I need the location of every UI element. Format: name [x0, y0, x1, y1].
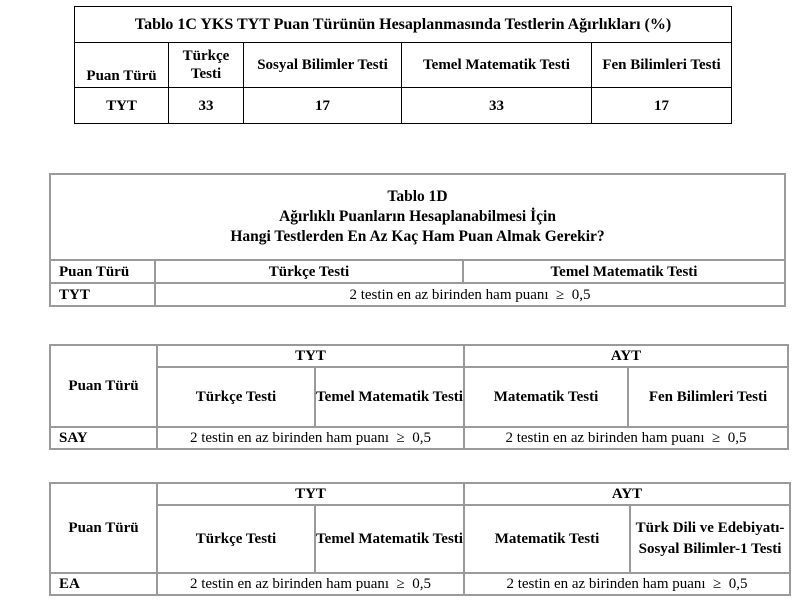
header-puan-turu: Puan Türü: [75, 43, 169, 88]
table-1d-title-line2: Ağırlıklı Puanların Hesaplanabilmesi İçin: [279, 208, 556, 225]
table-ea: [49, 482, 791, 596]
tyt-rule: 2 testin en az birinden ham puanı ≥ 0,5: [157, 427, 464, 449]
header-matematik: Matematik Testi: [464, 367, 628, 427]
ayt-rule: 2 testin en az birinden ham puanı ≥ 0,5: [464, 573, 790, 595]
header-puan-turu: Puan Türü: [50, 483, 157, 573]
table-1c-title: Tablo 1C YKS TYT Puan Türünün Hesaplanmasında Testlerin Ağırlıkları (%): [75, 7, 732, 43]
header-puan-turu: Puan Türü: [50, 260, 155, 283]
table-1d-title-line3: Hangi Testlerden En Az Kaç Ham Puan Almak Gerekir?: [230, 228, 605, 245]
cell-matematik: 33: [402, 88, 592, 124]
header-fen: Fen Bilimleri Testi: [628, 367, 788, 427]
header-matematik: Temel Matematik Testi: [402, 43, 592, 88]
header-temel-matematik: Temel Matematik Testi: [315, 367, 464, 427]
header-matematik: Temel Matematik Testi: [463, 260, 785, 283]
table-1d-title-line1: Tablo 1D: [387, 188, 448, 205]
table-1c: [74, 6, 732, 124]
row-type: EA: [50, 573, 157, 595]
group-ayt: AYT: [464, 483, 790, 505]
header-turkce: Türkçe Testi: [169, 43, 244, 88]
group-tyt: TYT: [157, 345, 464, 367]
table-1d: [49, 173, 786, 307]
header-turkce: Türkçe Testi: [157, 505, 315, 573]
header-fen: Fen Bilimleri Testi: [592, 43, 732, 88]
cell-sosyal: 17: [244, 88, 402, 124]
cell-turkce: 33: [169, 88, 244, 124]
row-type: TYT: [50, 283, 155, 306]
table-1d-title: [50, 174, 785, 260]
row-type: SAY: [50, 427, 157, 449]
row-rule: 2 testin en az birinden ham puanı ≥ 0,5: [155, 283, 785, 306]
cell-puan-turu: TYT: [75, 88, 169, 124]
header-turkce: Türkçe Testi: [155, 260, 463, 283]
header-puan-turu: Puan Türü: [50, 345, 157, 427]
header-matematik: Matematik Testi: [464, 505, 630, 573]
cell-fen: 17: [592, 88, 732, 124]
header-temel-matematik: Temel Matematik Testi: [315, 505, 464, 573]
table-say: [49, 344, 789, 450]
header-turkce: Türkçe Testi: [157, 367, 315, 427]
group-tyt: TYT: [157, 483, 464, 505]
tyt-rule: 2 testin en az birinden ham puanı ≥ 0,5: [157, 573, 464, 595]
header-sosyal: Sosyal Bilimler Testi: [244, 43, 402, 88]
ayt-rule: 2 testin en az birinden ham puanı ≥ 0,5: [464, 427, 788, 449]
group-ayt: AYT: [464, 345, 788, 367]
header-turk-dili: Türk Dili ve Edebiyatı-Sosyal Bilimler-1 Testi: [630, 505, 790, 573]
